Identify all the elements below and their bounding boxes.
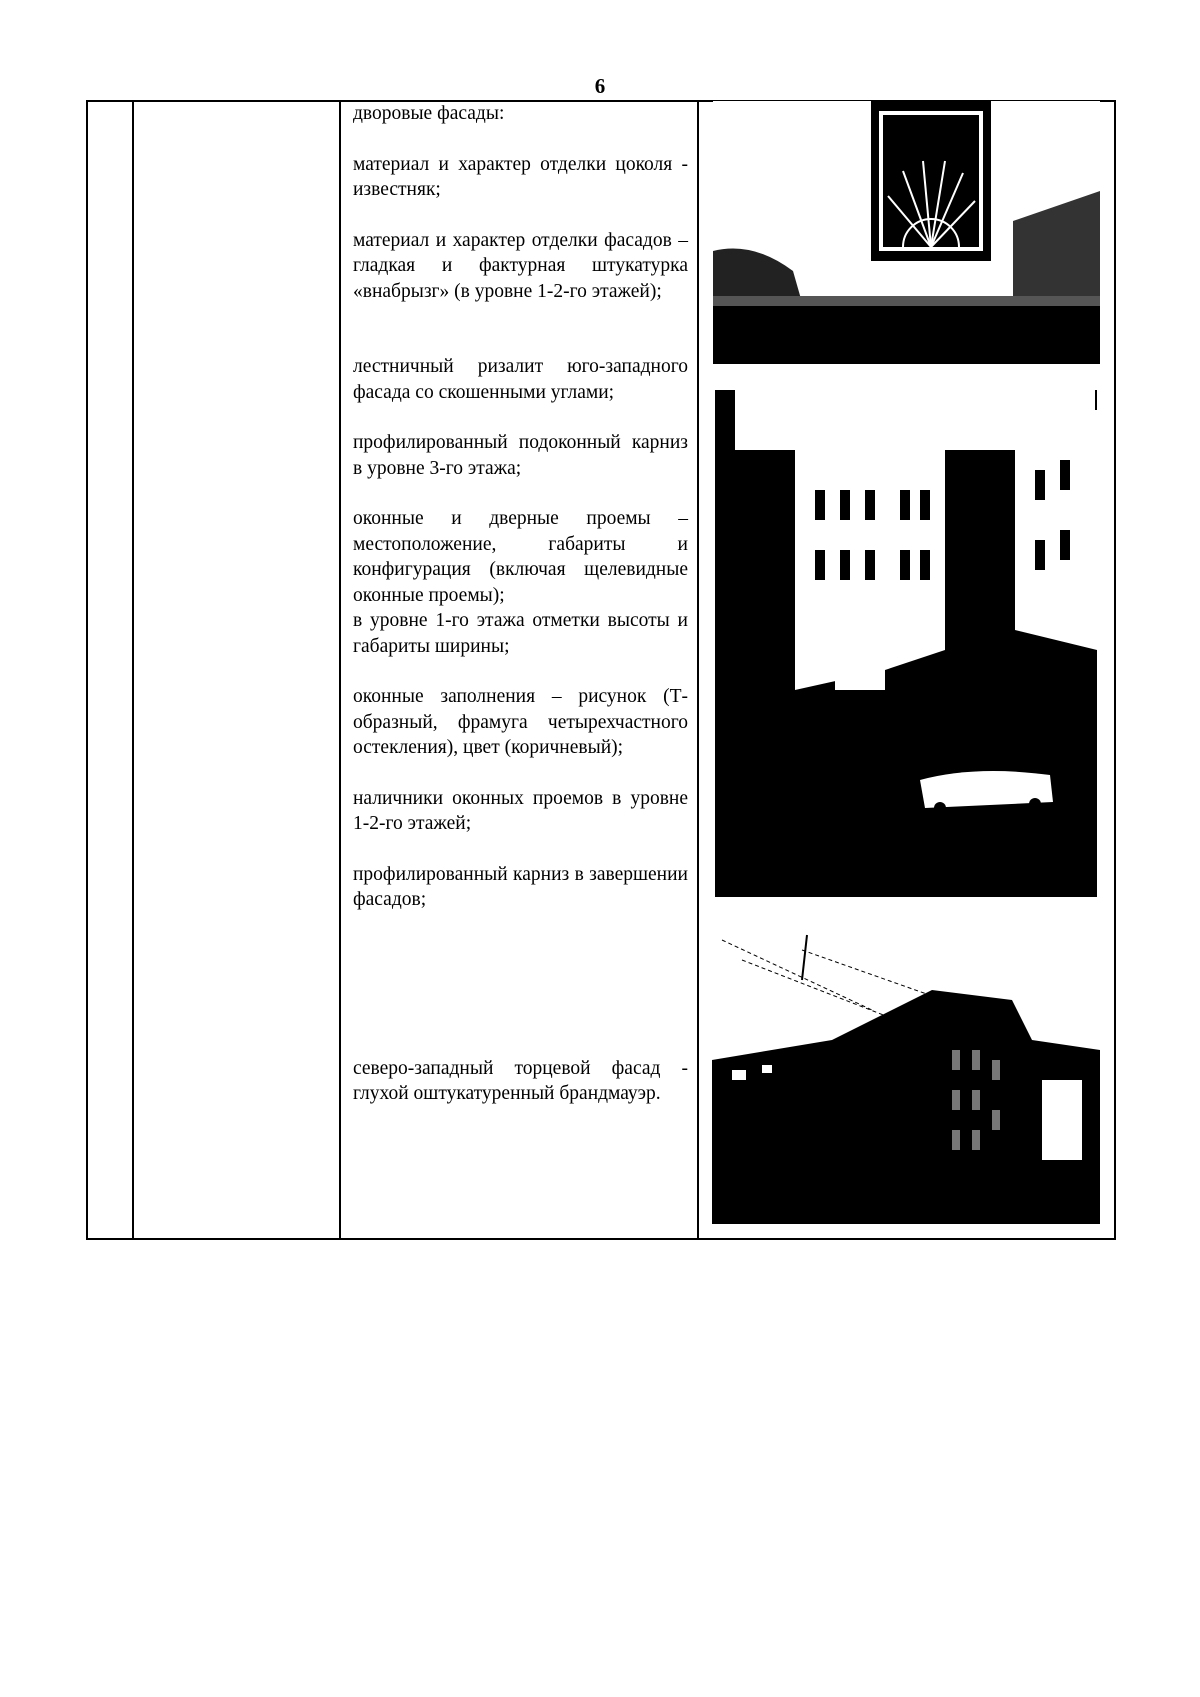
building-corner-photo [712, 930, 1100, 1224]
description-column [353, 98, 688, 1107]
table-column-divider-3 [697, 100, 699, 1240]
courtyard-facade-photo [715, 390, 1097, 897]
item-first-floor-marks: в уровне 1-го этажа отметки высоты и габариты ширины; [353, 610, 688, 657]
item-courtyard-facades: дворовые фасады: [353, 103, 505, 124]
page-number: 6 [594, 74, 606, 98]
item-openings: оконные и дверные проемы – местоположение, габариты и конфигурация (включая щелевидные оконные проемы); [353, 508, 688, 606]
item-firewall: северо-западный торцевой фасад - глухой оштукатуренный брандмауэр. [353, 1057, 688, 1104]
item-crowning-cornice: профилированный карниз в завершении фасадов; [353, 863, 688, 910]
item-facade-finish: материал и характер отделки фасадов – гладкая и фактурная штукатурка «внабрызг» (в уровне 1-2-го этажей); [353, 229, 688, 302]
table-column-divider-2 [339, 100, 341, 1240]
item-stair-risalit: лестничный ризалит юго-западного фасада со скошенными углами; [353, 356, 688, 403]
item-sill-cornice: профилированный подоконный карниз в уровне 3-го этажа; [353, 432, 688, 479]
table-column-divider-1 [132, 100, 134, 1240]
item-window-casings: наличники оконных проемов в уровне 1-2-го этажей; [353, 787, 688, 834]
item-plinth-material: материал и характер отделки цоколя - известняк; [353, 153, 688, 200]
window-grille-photo [713, 101, 1100, 364]
item-window-fillings: оконные заполнения – рисунок (Т-образный, фрамуга четырехчастного остекления), цвет (коричневый); [353, 686, 688, 758]
